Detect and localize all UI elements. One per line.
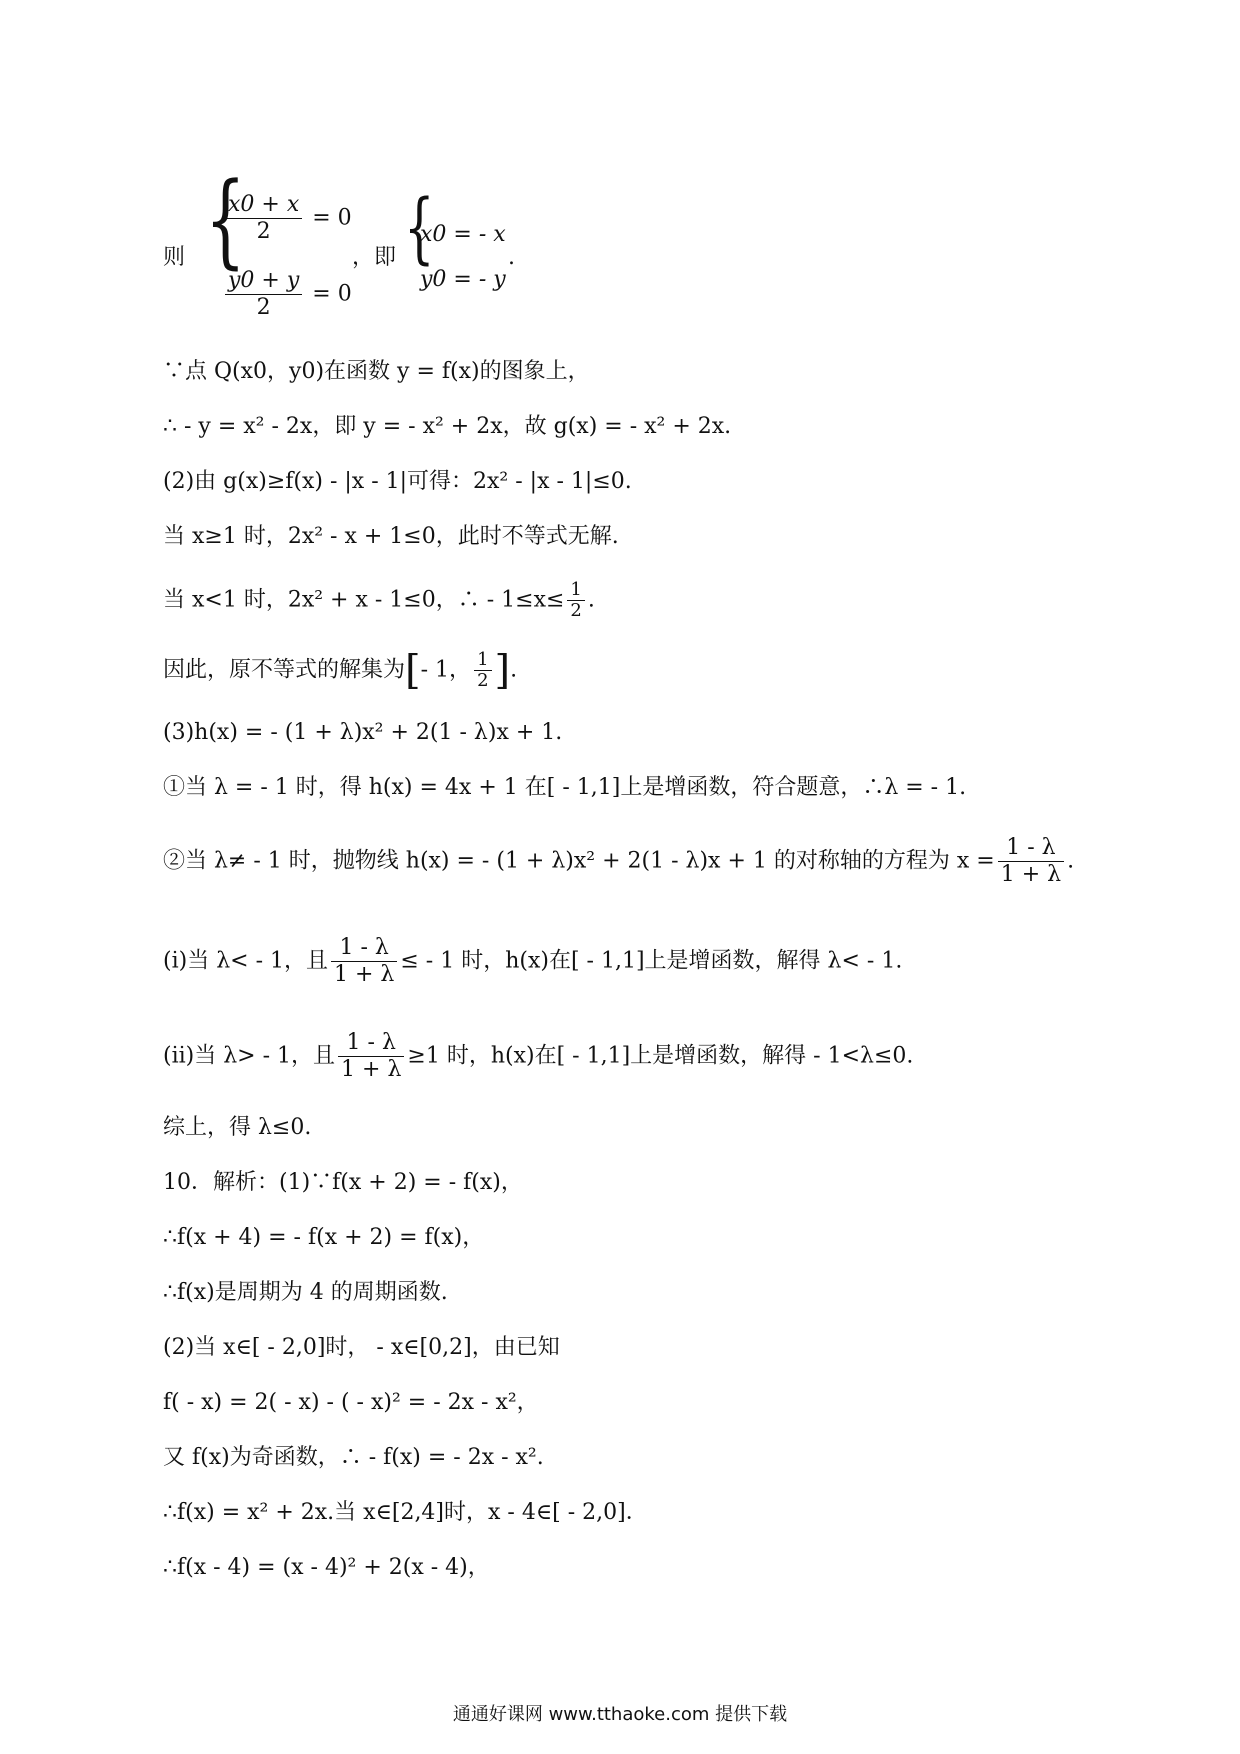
text-line: ∴ - y = x² - 2x，即 y = - x² + 2x，故 g(x) = - x² + 2x.	[163, 414, 732, 439]
text-line: ②当 λ≠ - 1 时，抛物线 h(x) = - (1 + λ)x² + 2(1 - λ)x + 1 的对称轴的方程为 x = $\frac{1 - \lambda}{1 + \lambda}$ .	[163, 835, 1075, 887]
text-line: 因此，原不等式的解集为[- 1， $\frac{1}{2}$ ].	[163, 647, 518, 694]
system2-prefix: ，即	[352, 245, 397, 270]
text-line: ∴f(x)是周期为 4 的周期函数.	[163, 1280, 448, 1305]
text-line: 当 x<1 时，2x² + x - 1≤0，∴ - 1≤x≤ $\frac{1}{2}$ .	[163, 579, 595, 621]
text-line: ∴f(x) = x² + 2x.当 x∈[2,4]时，x - 4∈[ - 2,0]．	[163, 1500, 648, 1525]
text-line: (ⅱ)当 λ> - 1，且 $\frac{1 - \lambda}{1 + \lambda}$ ≥1 时，h(x)在[ - 1,1]上是增函数，解得 - 1<λ≤0.	[163, 1030, 914, 1082]
text-line: f( - x) = 2( - x) - ( - x)² = - 2x - x²，	[163, 1390, 539, 1415]
system2-row1: x0 = - x	[420, 222, 506, 247]
left-brace-icon: {	[404, 183, 435, 274]
text-line: (3)h(x) = - (1 + λ)x² + 2(1 - λ)x + 1.	[163, 720, 563, 745]
text-line: (2)由 g(x)≥f(x) - |x - 1|可得：2x² - |x - 1|≤0.	[163, 469, 632, 494]
text-line: ∴f(x - 4) = (x - 4)² + 2(x - 4)，	[163, 1555, 490, 1580]
system2-suffix: .	[508, 245, 515, 270]
text-line: ∴f(x + 4) = - f(x + 2) = f(x)，	[163, 1225, 485, 1250]
system1-prefix: 则	[163, 245, 186, 270]
text-line: ①当 λ = - 1 时，得 h(x) = 4x + 1 在[ - 1,1]上是增函数，符合题意，∴λ = - 1.	[163, 775, 967, 800]
system1-row1: $\frac{x0 + x}{2}$ = 0	[222, 192, 352, 245]
system2-row2: y0 = - y	[420, 267, 506, 292]
left-brace-icon: {	[205, 162, 246, 281]
text-line: ∵点 Q(x0，y0)在函数 y = f(x)的图象上，	[163, 359, 590, 384]
text-line: 又 f(x)为奇函数，∴ - f(x) = - 2x - x².	[163, 1445, 544, 1470]
text-line: 综上，得 λ≤0.	[163, 1115, 312, 1140]
system1-row2: $\frac{y0 + y}{2}$ = 0	[222, 268, 352, 321]
text-line: (2)当 x∈[ - 2,0]时， - x∈[0,2]，由已知	[163, 1335, 560, 1360]
text-line: 10．解析：(1)∵f(x + 2) = - f(x)，	[163, 1170, 523, 1195]
page-footer: 通通好课网 www.tthaoke.com 提供下载	[452, 1704, 788, 1725]
text-line: 当 x≥1 时，2x² - x + 1≤0，此时不等式无解.	[163, 524, 619, 549]
text-line: (ⅰ)当 λ< - 1，且 $\frac{1 - \lambda}{1 + \lambda}$ ≤ - 1 时，h(x)在[ - 1,1]上是增函数，解得 λ< - 1.	[163, 935, 903, 987]
